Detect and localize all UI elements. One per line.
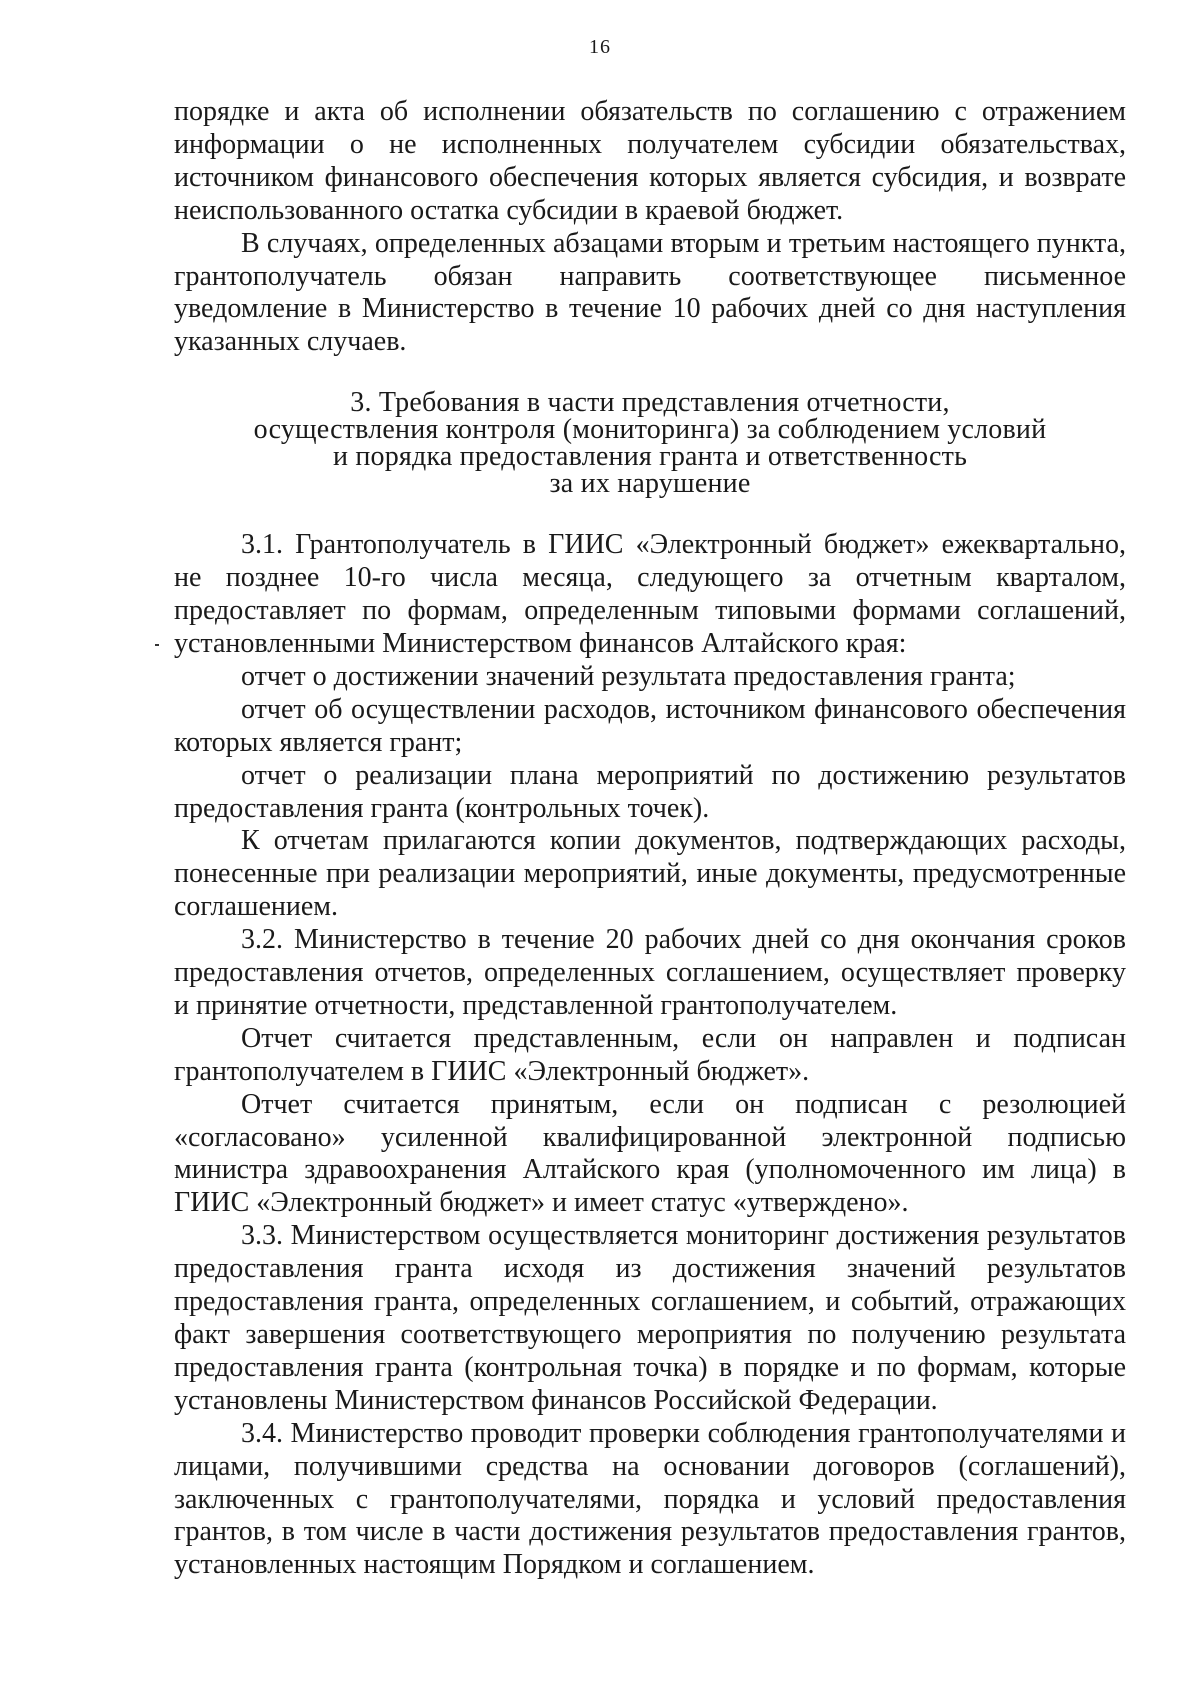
paragraph-report-results: отчет о достижении значений результата предоставления гранта;	[241, 660, 1016, 692]
paragraph-report-accepted: Отчет считается принятым, если он подписан с резолюцией «согласовано» усиленной квалифицированной электронной подписью министра здравоохранения Алтайского края (уполномоченного им лица) в ГИИС «Электронный бюджет» и имеет статус «утверждено».	[174, 1088, 1126, 1219]
document-body	[174, 96, 1126, 1582]
section-heading	[174, 387, 1126, 500]
section-heading-line: и порядка предоставления гранта и ответственность	[332, 441, 968, 473]
section-heading-line: за их нарушение	[549, 468, 751, 500]
paragraph-3-1: 3.1. Грантополучатель в ГИИС «Электронный бюджет» ежеквартально, не позднее 10-го числа месяца, следующего за отчетным кварталом, предоставляет по формам, определенным типовыми формами соглашений, установленными Министерством финансов Алтайского края:	[174, 529, 1126, 659]
paragraph-report-expenses: отчет об осуществлении расходов, источником финансового обеспечения которых является грант;	[174, 693, 1126, 758]
page-number: 16	[589, 36, 611, 58]
paragraph-3-3: 3.3. Министерством осуществляется мониторинг достижения результатов предоставления гранта исходя из достижения значений результатов предоставления гранта, определенных соглашением, и событий, отражающих факт завершения соответствующего мероприятия по получению результата предоставления гранта (контрольная точка) в порядке и по формам, которые установлены Министерством финансов Российской Федерации.	[174, 1220, 1126, 1416]
section-heading-line: 3. Требования в части представления отчетности,	[350, 387, 950, 419]
paragraph-intro-continuation: порядке и акта об исполнении обязательств по соглашению с отражением информации о не исполненных получателем субсидии обязательствах, источником финансового обеспечения которых является субсидия, и возврате неиспользованного остатка субсидии в краевой бюджет.	[174, 96, 1126, 226]
paragraph-3-4: 3.4. Министерство проводит проверки соблюдения грантополучателями и лицами, получившими средства на основании договоров (соглашений), заключенных с грантополучателями, порядка и условий предоставления грантов, в том числе в части достижения результатов предоставления грантов, установленных настоящим Порядком и соглашением.	[174, 1417, 1126, 1581]
paragraph-3-2: 3.2. Министерство в течение 20 рабочих дней со дня окончания сроков предоставления отчетов, определенных соглашением, осуществляет проверку и принятие отчетности, представленной грантополучателем.	[174, 924, 1126, 1021]
section-heading-line: осуществления контроля (мониторинга) за соблюдением условий	[253, 414, 1047, 446]
paragraph-notification-duty: В случаях, определенных абзацами вторым и третьим настоящего пункта, грантополучатель обязан направить соответствующее письменное уведомление в Министерство в течение 10 рабочих дней со дня наступления указанных случаев.	[174, 227, 1126, 358]
margin-mark	[155, 644, 159, 646]
paragraph-attachments: К отчетам прилагаются копии документов, подтверждающих расходы, понесенные при реализации мероприятий, иные документы, предусмотренные соглашением.	[174, 825, 1126, 923]
paragraph-report-plan: отчет о реализации плана мероприятий по достижению результатов предоставления гранта (контрольных точек).	[174, 759, 1126, 824]
paragraph-report-submitted: Отчет считается представленным, если он направлен и подписан грантополучателем в ГИИС «Электронный бюджет».	[174, 1022, 1126, 1087]
